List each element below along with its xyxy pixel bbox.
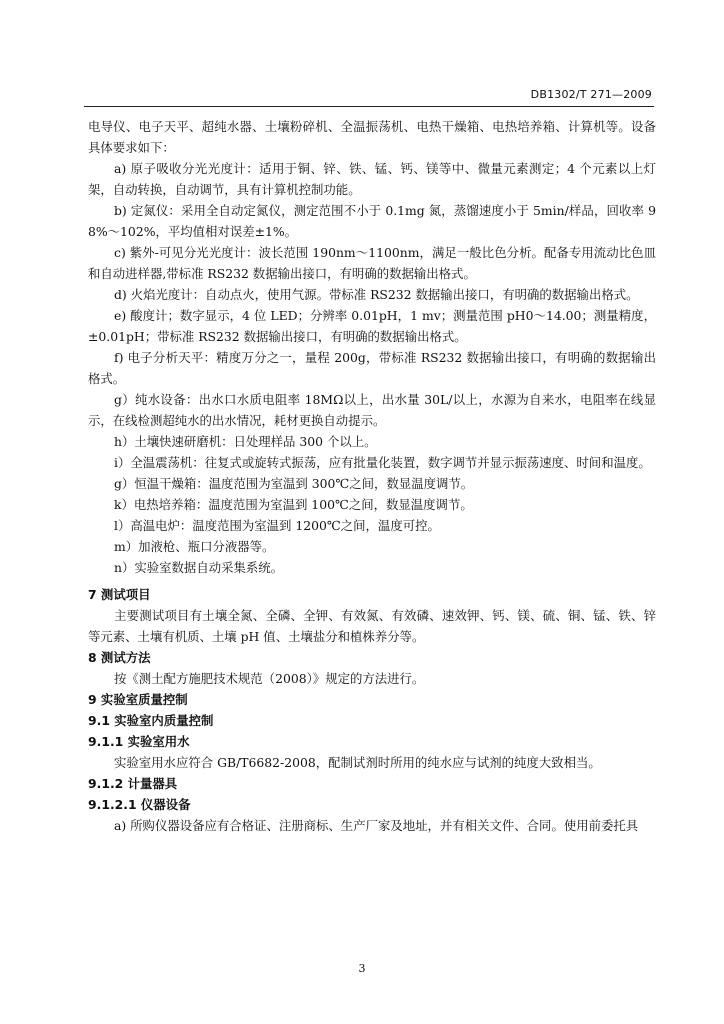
equipment-item-k: k）电热培养箱：温度范围为室温到 100℃之间，数显温度调节。 bbox=[114, 497, 473, 512]
continuation-paragraph: 电导仪、电子天平、超纯水器、土壤粉碎机、全温振荡机、电热干燥箱、电热培养箱、计算机等。设备具体要求如下： bbox=[88, 119, 656, 155]
section-9-heading: 9 实验室质量控制 bbox=[88, 692, 188, 707]
equipment-item-n: n）实验室数据自动采集系统。 bbox=[114, 560, 284, 575]
section-8-paragraph: 按《测土配方施肥技术规范（2008）》规定的方法进行。 bbox=[114, 671, 425, 686]
section-7-paragraph: 主要测试项目有土壤全氮、全磷、全钾、有效氮、有效磷、速效钾、钙、镁、硫、铜、锰、铁、锌等元素、土壤有机质、土壤 pH 值、土壤盐分和植株养分等。 bbox=[88, 608, 656, 644]
equipment-item-g: g）纯水设备：出水口水质电阻率 18MΩ以上，出水量 30L/以上，水源为自来水，电阻率在线显示，在线检测超纯水的出水情况，耗材更换自动提示。 bbox=[88, 392, 656, 428]
document-body bbox=[88, 116, 656, 836]
section-8-heading: 8 测试方法 bbox=[88, 650, 151, 665]
equipment-item-b: b) 定氮仪：采用全自动定氮仪，测定范围不小于 0.1mg 氮，蒸馏速度小于 5min/样品，回收率 98%～102%，平均值相对误差±1%。 bbox=[88, 203, 656, 239]
equipment-item-h: h）土壤快速研磨机：日处理样品 300 个以上。 bbox=[114, 434, 377, 449]
equipment-item-g2: g）恒温干燥箱：温度范围为室温到 300℃之间，数显温度调节。 bbox=[114, 476, 474, 491]
page-number: 3 bbox=[358, 962, 366, 975]
equipment-item-f: f) 电子分析天平：精度万分之一，量程 200g，带标准 RS232 数据输出接口，有明确的数据输出格式。 bbox=[88, 350, 656, 386]
equipment-item-i: i）全温震荡机：往复式或旋转式振荡，应有批量化装置，数字调节并显示振荡速度、时间和温度。 bbox=[114, 455, 651, 470]
equipment-item-l: l）高温电炉：温度范围为室温到 1200℃之间，温度可控。 bbox=[114, 518, 440, 533]
equipment-item-e: e) 酸度计；数字显示，4 位 LED；分辨率 0.01pH，1 mv；测量范围 pH0～14.00；测量精度，±0.01pH；带标准 RS232 数据输出接口，有明确的数据输出格式。 bbox=[88, 308, 656, 344]
section-7-heading: 7 测试项目 bbox=[88, 587, 151, 602]
section-9-1-2-heading: 9.1.2 计量器具 bbox=[88, 776, 178, 791]
section-9-1-1-paragraph: 实验室用水应符合 GB/T6682-2008，配制试剂时所用的纯水应与试剂的纯度大致相当。 bbox=[114, 755, 601, 770]
header-rule bbox=[84, 106, 654, 107]
equipment-item-d: d) 火焰光度计：自动点火，使用气源。带标准 RS232 数据输出接口，有明确的数据输出格式。 bbox=[114, 287, 639, 302]
section-9-1-heading: 9.1 实验室内质量控制 bbox=[88, 713, 214, 728]
section-9-1-1-heading: 9.1.1 实验室用水 bbox=[88, 734, 190, 749]
section-9-1-2-1-heading: 9.1.2.1 仪器设备 bbox=[88, 797, 191, 812]
equipment-item-a: a) 原子吸收分光光度计：适用于铜、锌、铁、锰、钙、镁等中、微量元素测定；4 个元素以上灯架，自动转换，自动调节，具有计算机控制功能。 bbox=[88, 161, 656, 197]
equipment-item-c: c) 紫外-可见分光光度计：波长范围 190nm～1100nm，满足一般比色分析。配备专用流动比色皿和自动进样器,带标准 RS232 数据输出接口，有明确的数据输出格式。 bbox=[88, 245, 656, 281]
section-9-1-2-1-paragraph: a) 所购仪器设备应有合格证、注册商标、生产厂家及地址，并有相关文件、合同。使用前委托具 bbox=[114, 818, 639, 833]
standard-number: DB1302/T 271—2009 bbox=[530, 88, 652, 101]
equipment-item-m: m）加液枪、瓶口分液器等。 bbox=[114, 539, 275, 554]
